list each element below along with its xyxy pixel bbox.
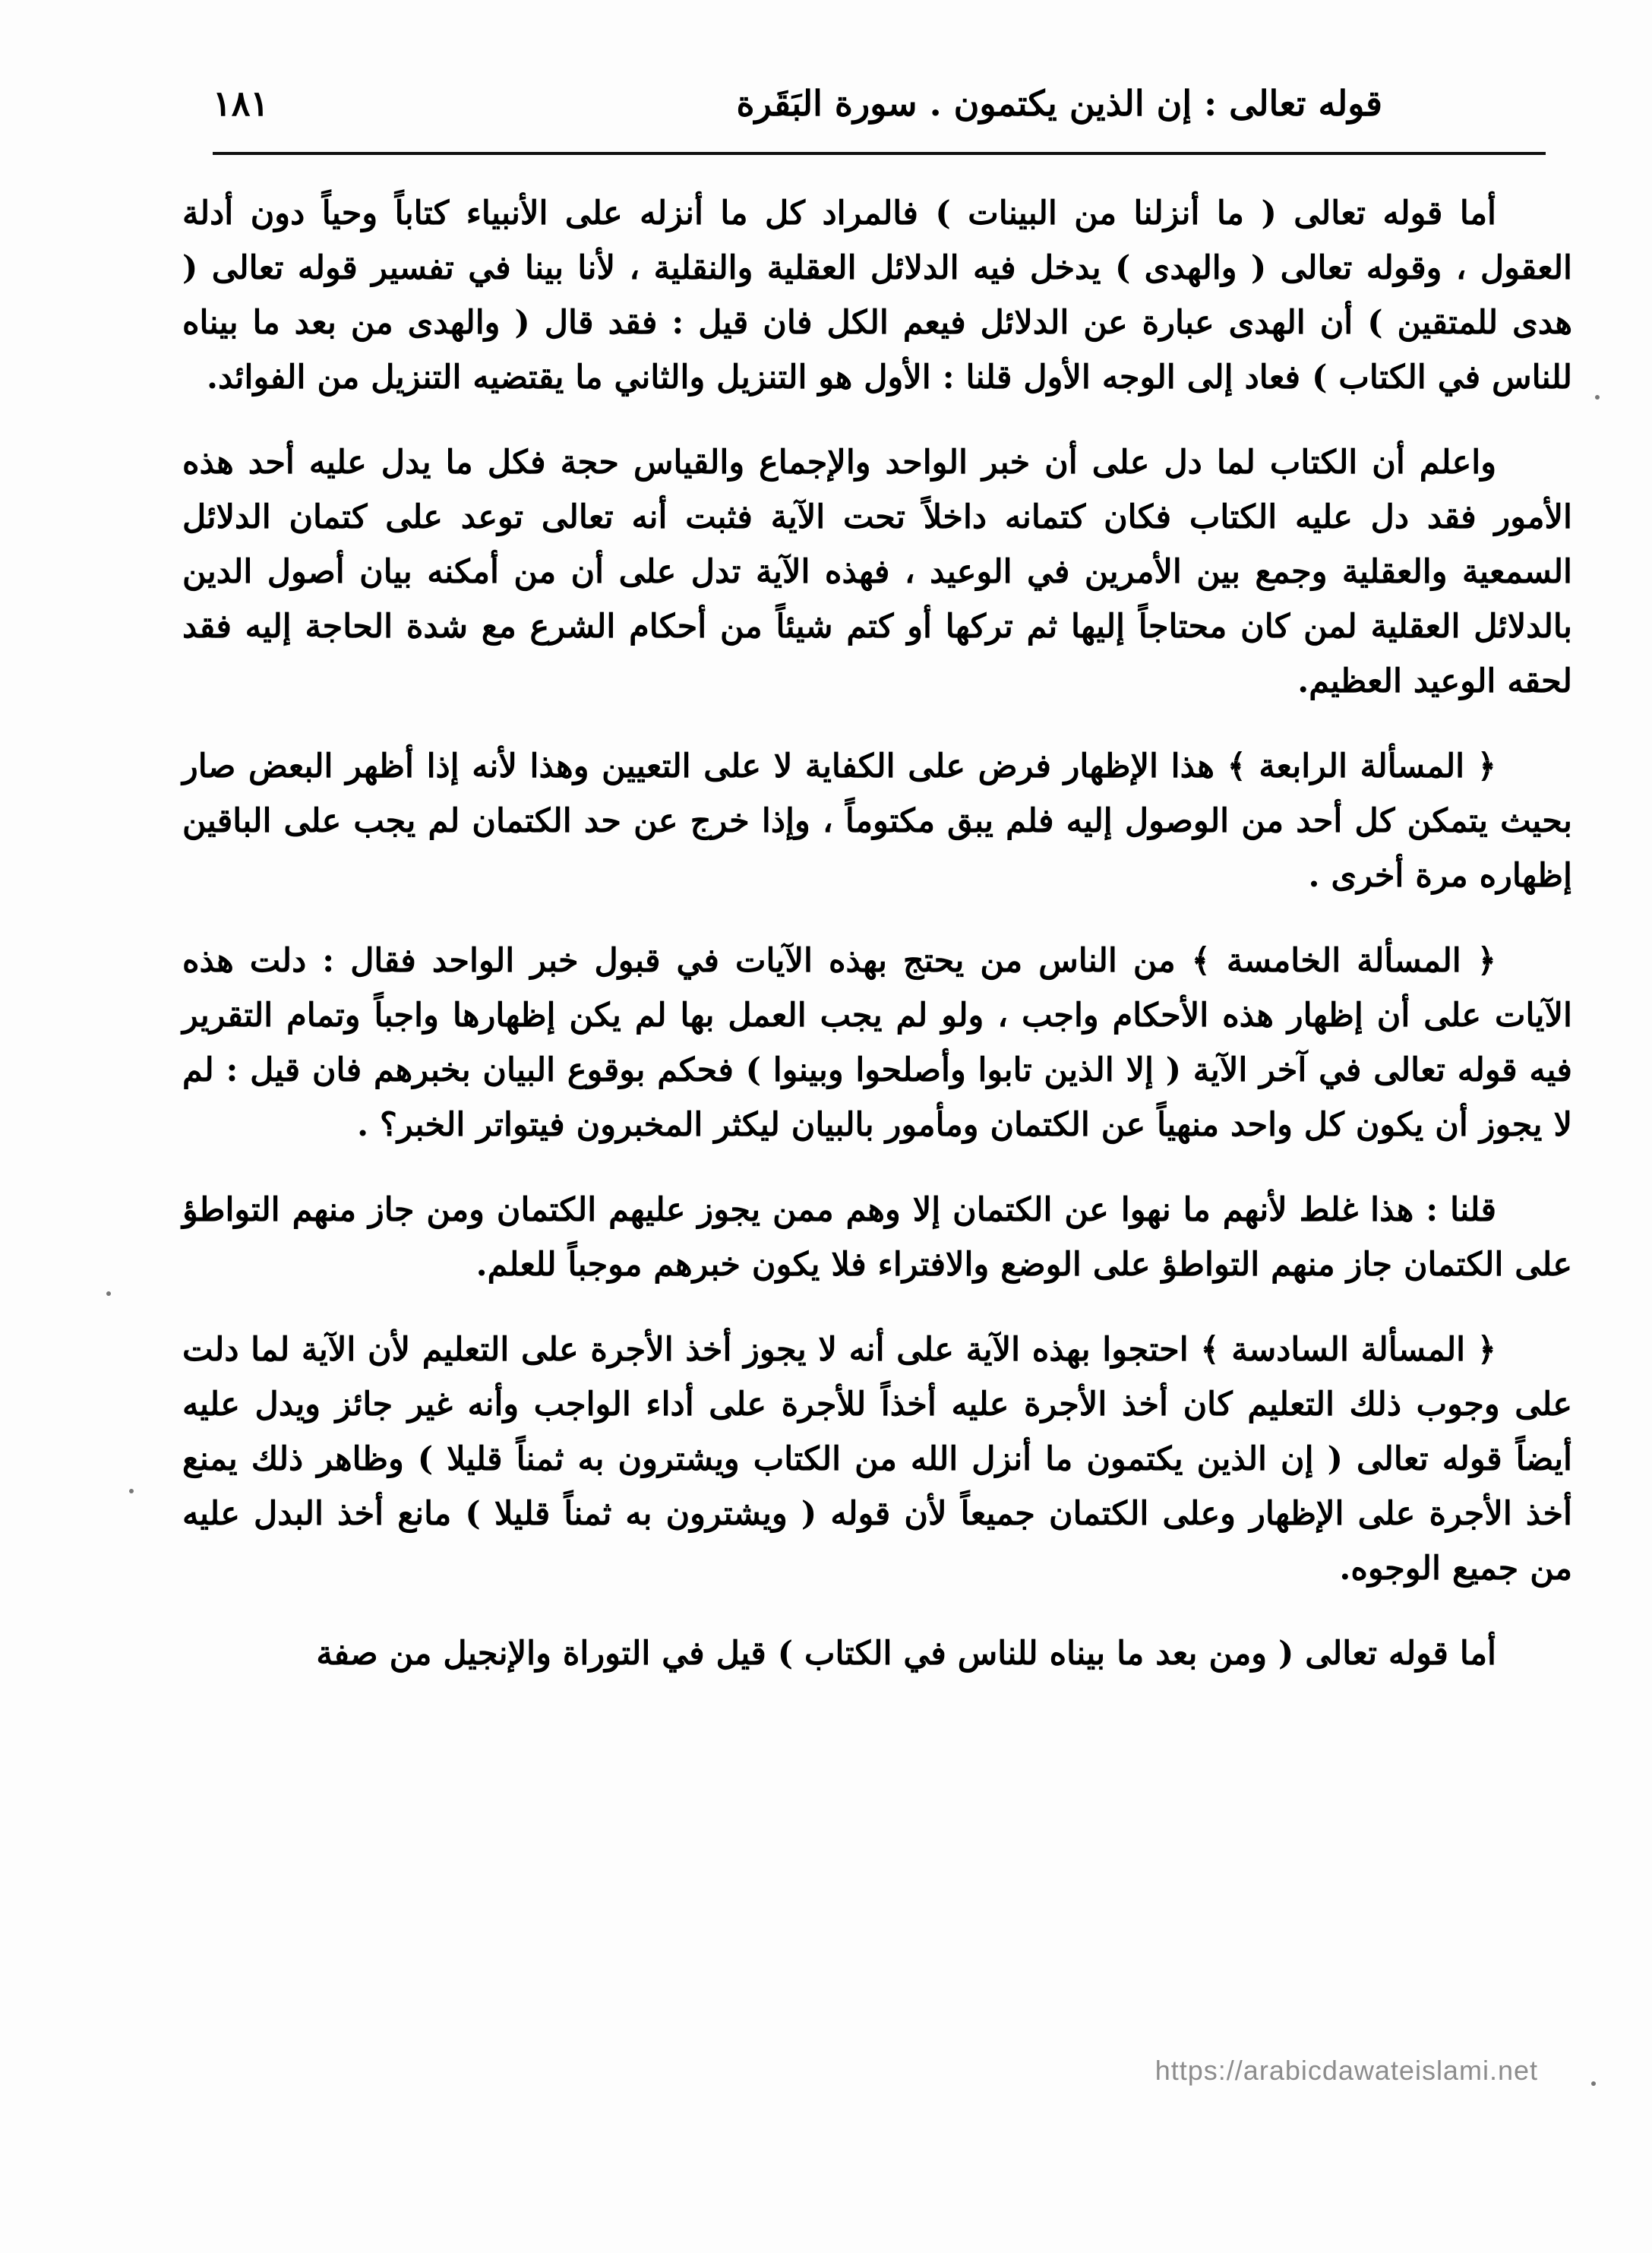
paragraph-text: واعلم أن الكتاب لما دل على أن خبر الواحد والإجماع والقياس حجة فكل ما يدل عليه أحد هذه الأمور فقد دل عليه الكتاب فكان كتمانه داخلاً تحت الآية فثبت أنه تعالى توعد على كتمان الدلائل السمعية والعقلية وجمع بين الأمرين في الوعيد ، فهذه الآية تدل على أن من أمكنه بيان أصول الدين بالدلائل العقلية لمن كان محتاجاً إليها ثم تركها أو كتم شيئاً من أحكام الشرع مع شدة الحاجة إليه فقد لحقه الوعيد العظيم.: [182, 444, 1572, 700]
paragraph: [182, 934, 1572, 1152]
issue-heading: ﴿ المسألة الرابعة ﴾: [1227, 747, 1497, 785]
scan-speck: [106, 1291, 111, 1296]
scan-speck: [129, 1489, 134, 1493]
paragraph: [182, 739, 1572, 903]
paragraph-text: من الناس من يحتج بهذه الآيات في قبول خبر الواحد فقال : دلت هذه الآيات على أن إظهار هذه الأحكام واجب ، ولو لم يجب العمل بها لم يكن إظهارها واجباً وتمام التقرير فيه قوله تعالى في آخر الآية ( إلا الذين تابوا وأصلحوا وبينوا ) فحكم بوقوع البيان بخبرهم فان قيل : لم لا يجوز أن يكون كل واحد منهياً عن الكتمان ومأمور بالبيان ليكثر المخبرون فيتواتر الخبر؟ .: [182, 942, 1572, 1144]
paragraph: [182, 435, 1572, 709]
paragraph-text: قلنا : هذا غلط لأنهم ما نهوا عن الكتمان إلا وهم ممن يجوز عليهم الكتمان ومن جاز منهم التواطؤ على الكتمان جاز منهم التواطؤ على الوضع والافتراء فلا يكون خبرهم موجباً للعلم.: [182, 1191, 1572, 1284]
paragraph: [182, 186, 1572, 405]
paragraph-text: أما قوله تعالى ( ومن بعد ما بيناه للناس في الكتاب ) قيل في التوراة والإنجيل من صفة: [316, 1635, 1496, 1673]
scan-speck: [1595, 395, 1600, 400]
paragraph: [182, 1322, 1572, 1596]
issue-heading: ﴿ المسألة السادسة ﴾: [1200, 1331, 1496, 1369]
page-number: ١٨١: [213, 83, 270, 124]
paragraph-text: أما قوله تعالى ( ما أنزلنا من البينات ) فالمراد كل ما أنزله على الأنبياء كتاباً وحياً دون أدلة العقول ، وقوله تعالى ( والهدى ) يدخل فيه الدلائل العقلية والنقلية ، لأنا بينا في تفسير قوله تعالى ( هدى للمتقين ) أن الهدى عبارة عن الدلائل فيعم الكل فان قيل : فقد قال ( والهدى من بعد ما بيناه للناس في الكتاب ) فعاد إلى الوجه الأول قلنا : الأول هو التنزيل والثاني ما يقتضيه التنزيل من الفوائد.: [182, 194, 1572, 397]
paragraph-text: احتجوا بهذه الآية على أنه لا يجوز أخذ الأجرة على التعليم لأن الآية لما دلت على وجوب ذلك التعليم كان أخذ الأجرة عليه أخذاً للأجرة على أداء الواجب وأنه غير جائز ويدل عليه أيضاً قوله تعالى ( إن الذين يكتمون ما أنزل الله من الكتاب ويشترون به ثمناً قليلا ) وظاهر ذلك يمنع أخذ الأجرة على الإظهار وعلى الكتمان جميعاً لأن قوله ( ويشترون به ثمناً قليلا ) مانع أخذ البدل عليه من جميع الوجوه.: [182, 1331, 1572, 1588]
paragraph: [182, 1183, 1572, 1292]
paragraph-text: هذا الإظهار فرض على الكفاية لا على التعيين وهذا لأنه إذا أظهر البعض صار بحيث يتمكن كل أحد من الوصول إليه فلم يبق مكتوماً ، وإذا خرج عن حد الكتمان لم يجب على الباقين إظهاره مرة أخرى .: [182, 747, 1572, 895]
paragraph: [182, 1626, 1572, 1681]
issue-heading: ﴿ المسألة الخامسة ﴾: [1191, 942, 1496, 980]
running-header: [205, 72, 1542, 141]
scan-speck: [1591, 2081, 1596, 2086]
header-rule: [213, 152, 1546, 155]
text-body: [182, 186, 1572, 1681]
watermark-url: https://arabicdawateislami.net: [1155, 2055, 1538, 2086]
running-title: قوله تعالى : إن الذين يكتمون . سورة البَقَرة: [736, 83, 1382, 124]
